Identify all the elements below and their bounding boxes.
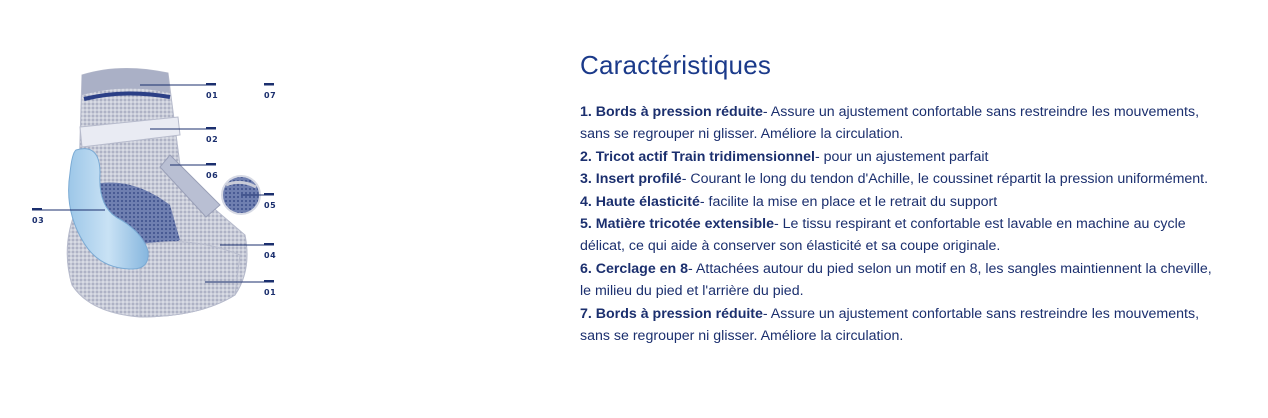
- feature-title: 1. Bords à pression réduite: [580, 104, 763, 120]
- feature-text: - pour un ajustement parfait: [814, 148, 989, 165]
- feature-item: [580, 213, 1220, 258]
- feature-title: 4. Haute élasticité: [580, 193, 700, 210]
- feature-title: 6. Cerclage en 8: [580, 260, 689, 277]
- feature-item: [580, 258, 1220, 303]
- feature-title: 5. Matière tricotée extensible: [580, 216, 774, 233]
- callout-06: 06: [206, 171, 219, 180]
- feature-list: [580, 101, 1220, 347]
- feature-item: [580, 168, 1220, 190]
- feature-title: 2. Tricot actif Train tridimensionnel: [580, 148, 815, 165]
- ankle-brace-illustration: [20, 55, 290, 335]
- product-diagram: [20, 55, 290, 335]
- callout-04: 04: [264, 251, 277, 260]
- section-title: Caractéristiques: [580, 50, 772, 80]
- feature-text: - Assure un ajustement confortable sans restreindre les mouvements, sans se regrouper ni glisser. Améliore la circulation.: [580, 305, 1200, 345]
- features-section: [580, 50, 1220, 347]
- feature-item: [580, 146, 1220, 168]
- feature-item: [580, 101, 1220, 146]
- feature-text: - Courant le long du tendon d'Achille, le coussinet répartit la pression uniformément.: [681, 171, 1209, 188]
- feature-text: - Attachées autour du pied selon un motif en 8, les sangles maintiennent la cheville, le milieu du pied et l'arrière du pied.: [580, 260, 1212, 300]
- callout-03: 03: [32, 216, 45, 225]
- feature-text: - facilite la mise en place et le retrait du support: [699, 193, 998, 210]
- callout-02: 02: [206, 135, 219, 144]
- feature-item: [580, 303, 1220, 348]
- feature-item: [580, 191, 1220, 213]
- callout-01-bottom: 01: [264, 288, 277, 297]
- callout-05: 05: [264, 201, 277, 210]
- callout-01-top: 01: [206, 91, 219, 100]
- callout-07: 07: [264, 91, 277, 100]
- feature-title: 7. Bords à pression réduite: [580, 305, 763, 322]
- feature-text: - Le tissu respirant et confortable est lavable en machine au cycle délicat, ce qui aide à conserver son élasticité et sa coupe originale.: [580, 216, 1186, 255]
- feature-text: - Assure un ajustement confortable sans restreindre les mouvements, sans se regrouper ni glisser. Améliore la circulation.: [580, 104, 1200, 143]
- feature-title: 3. Insert profilé: [580, 171, 682, 188]
